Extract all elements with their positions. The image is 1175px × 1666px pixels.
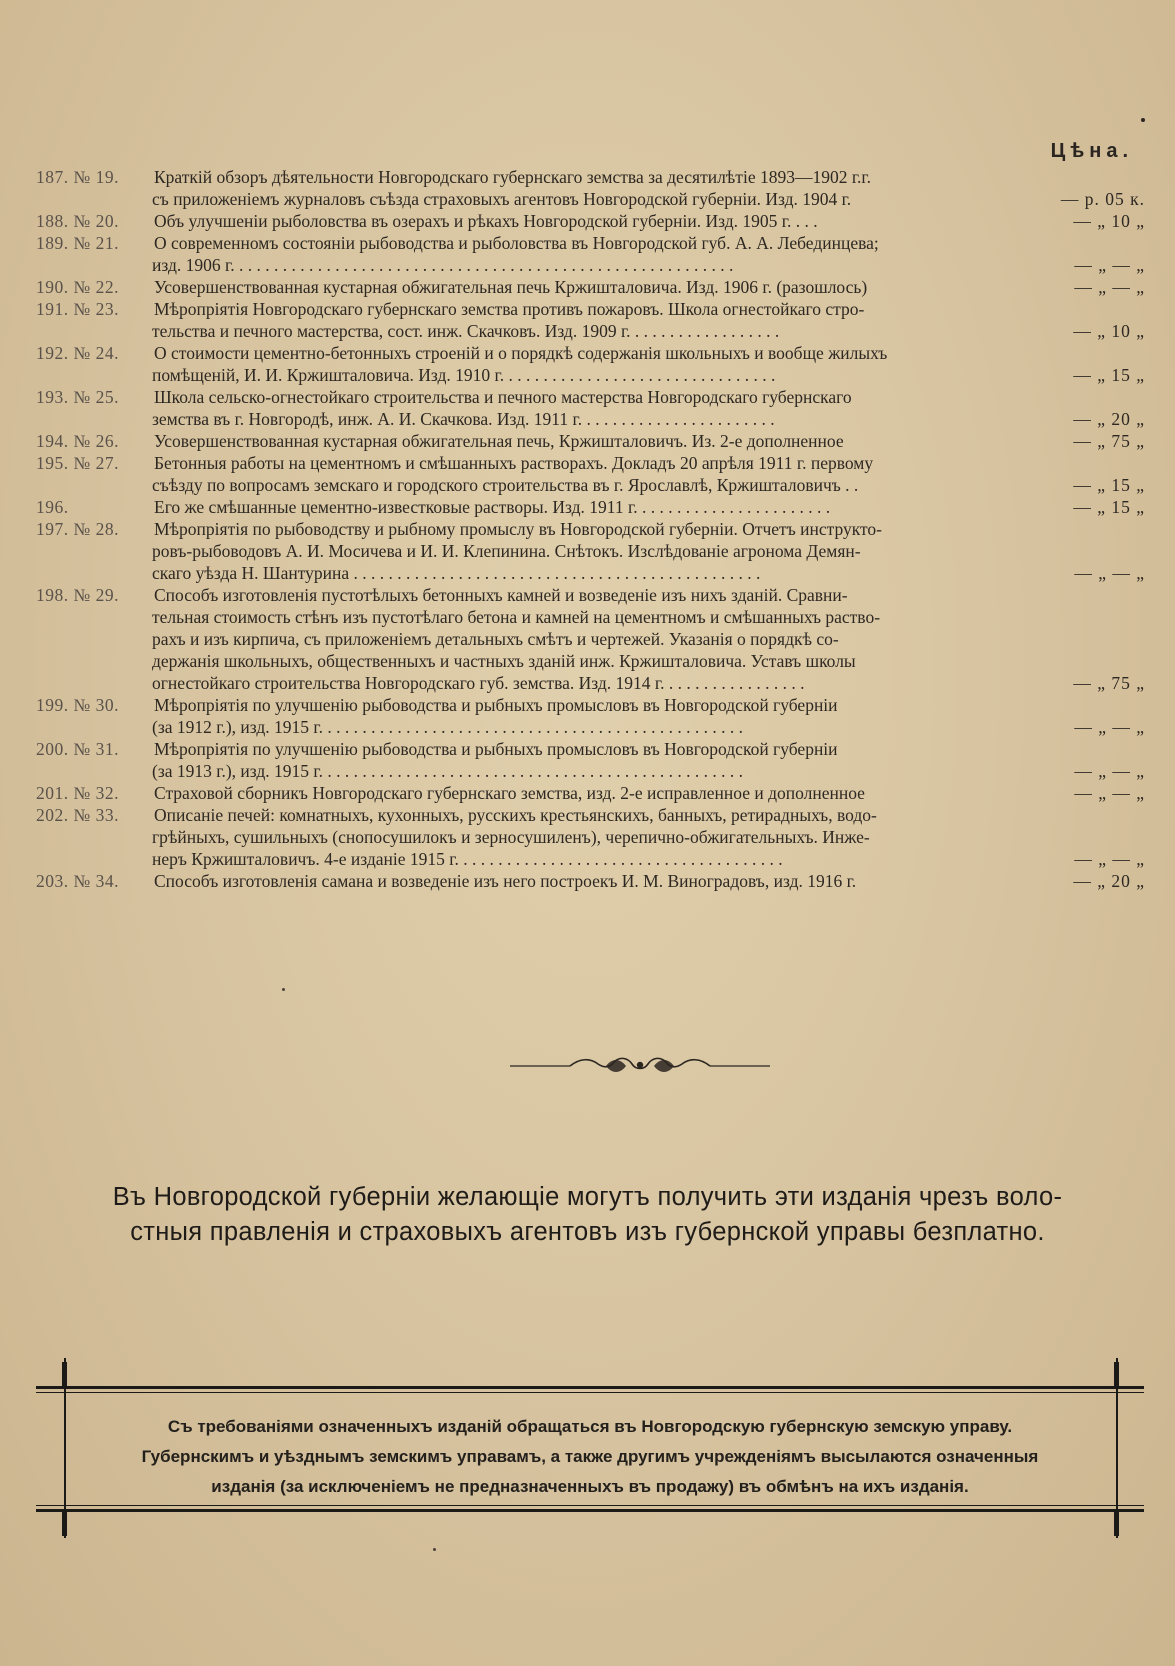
entry-price: — „ 20 „ bbox=[1073, 871, 1145, 891]
entry-price: — „ — „ bbox=[1074, 563, 1145, 583]
entry-title: огнестойкаго строительства Новгородскаго губ. земства. Изд. 1914 г. . . . . . . . . . . . . . . . . bbox=[152, 673, 805, 693]
entry-title: изд. 1906 г. . . . . . . . . . . . . . . . . . . . . . . . . . . . . . . . . . . . . . . . . . . . . . . . . . . . . . . . . . bbox=[152, 255, 734, 275]
entry-title: Усовершенствованная кустарная обжигательная печь Кржишталовича. Изд. 1906 г. (разошлось) bbox=[154, 277, 868, 297]
catalog-entry bbox=[30, 518, 1145, 584]
entry-line bbox=[30, 430, 1145, 452]
entry-title: Краткій обзоръ дѣятельности Новгородскаго губернскаго земства за десятилѣтіе 1893—1902 г.г. bbox=[154, 167, 871, 187]
entry-line bbox=[30, 716, 1145, 738]
ordering-instructions bbox=[60, 1412, 1120, 1502]
entry-title: Школа сельско-огнестойкаго строительства и печного мастерства Новгородскаго губернскаго bbox=[154, 387, 852, 407]
entry-line bbox=[30, 628, 1145, 650]
entry-number: 187. № 19. bbox=[36, 167, 119, 187]
entry-line bbox=[30, 188, 1145, 210]
left-frame-tick bbox=[62, 1512, 67, 1536]
entry-line bbox=[30, 694, 1145, 716]
entry-number: 199. № 30. bbox=[36, 695, 119, 715]
entry-number: 197. № 28. bbox=[36, 519, 119, 539]
entry-line bbox=[30, 342, 1145, 364]
top-rule bbox=[36, 1386, 1144, 1389]
entry-line bbox=[30, 276, 1145, 298]
entry-title: О стоимости цементно-бетонныхъ строеній и о порядкѣ содержанія школьныхъ и вообще жилыхъ bbox=[154, 343, 888, 363]
entry-title: грѣйныхъ, сушильныхъ (снопосушилокъ и зерносушиленъ), черепично-обжигательныхъ. Инже- bbox=[152, 827, 870, 847]
catalog-entry bbox=[30, 452, 1145, 496]
entry-title: Его же смѣшанные цементно-известковые растворы. Изд. 1911 г. . . . . . . . . . . . . . . . . . . . . . . bbox=[154, 497, 831, 517]
catalog-entry bbox=[30, 430, 1145, 452]
entry-price: — „ 75 „ bbox=[1073, 431, 1145, 451]
entry-title: Объ улучшеніи рыболовства въ озерахъ и рѣкахъ Новгородской губерніи. Изд. 1905 г. . . . bbox=[154, 211, 818, 231]
entry-title: помѣщеній, И. И. Кржишталовича. Изд. 1910 г. . . . . . . . . . . . . . . . . . . . . . . . . . . . . . . . bbox=[152, 365, 776, 385]
entry-title: Способъ изготовленія пустотѣлыхъ бетонныхъ камней и возведеніе изъ нихъ зданій. Сравни- bbox=[154, 585, 848, 605]
entry-line bbox=[30, 518, 1145, 540]
entry-title: тельства и печного мастерства, сост. инж. Скачковъ. Изд. 1909 г. . . . . . . . . . . . . . . . . . bbox=[152, 321, 780, 341]
entry-line bbox=[30, 562, 1145, 584]
entry-line bbox=[30, 408, 1145, 430]
catalog-entry bbox=[30, 694, 1145, 738]
entry-line bbox=[30, 848, 1145, 870]
entry-title: съ приложеніемъ журналовъ съѣзда страховыхъ агентовъ Новгородской губерніи. Изд. 1904 г. bbox=[152, 189, 852, 209]
entry-number: 196. bbox=[36, 497, 69, 517]
entry-title: Мѣропріятія по улучшенію рыбоводства и рыбныхъ промысловъ въ Новгородской губерніи bbox=[154, 695, 838, 715]
entry-title: съѣзду по вопросамъ земскаго и городского строительства въ г. Ярославлѣ, Кржишталовичъ . . bbox=[152, 475, 859, 495]
entry-line bbox=[30, 782, 1145, 804]
entry-line bbox=[30, 540, 1145, 562]
entry-price: — „ — „ bbox=[1074, 255, 1145, 275]
catalog-entry bbox=[30, 386, 1145, 430]
entry-title: скаго уѣзда Н. Шантурина . . . . . . . . . . . . . . . . . . . . . . . . . . . . . . . . . . . . . . . . . . . . . . . bbox=[152, 563, 761, 583]
publication-list bbox=[30, 166, 1145, 892]
entry-number: 191. № 23. bbox=[36, 299, 119, 319]
ornament-divider bbox=[510, 1052, 770, 1076]
entry-line bbox=[30, 826, 1145, 848]
entry-title: тельная стоимость стѣнъ изъ пустотѣлаго бетона и камней на цементномъ и смѣшанныхъ раство- bbox=[152, 607, 881, 627]
entry-price: — „ 15 „ bbox=[1073, 475, 1145, 495]
catalog-entry bbox=[30, 276, 1145, 298]
right-frame-tick bbox=[1114, 1512, 1119, 1536]
entry-line bbox=[30, 804, 1145, 826]
entry-price: — „ 15 „ bbox=[1073, 365, 1145, 385]
entry-title: ровъ-рыбоводовъ А. И. Мосичева и И. И. Клепинина. Снѣтокъ. Изслѣдованіе агронома Демян- bbox=[152, 541, 861, 561]
catalog-entry bbox=[30, 738, 1145, 782]
catalog-entry bbox=[30, 210, 1145, 232]
entry-line bbox=[30, 496, 1145, 518]
bottom-rule bbox=[36, 1509, 1144, 1512]
notice-line: Въ Новгородской губерніи желающіе могутъ получить эти изданія чрезъ воло- bbox=[112, 1183, 1063, 1211]
entry-title: держанія школьныхъ, общественныхъ и частныхъ зданій инж. Кржишталовича. Уставъ школы bbox=[152, 651, 856, 671]
speck bbox=[282, 988, 285, 991]
entry-title: (за 1913 г.), изд. 1915 г. . . . . . . . . . . . . . . . . . . . . . . . . . . . . . . . . . . . . . . . . . . . . . . . . bbox=[152, 761, 743, 781]
entry-number: 198. № 29. bbox=[36, 585, 119, 605]
entry-price: — „ — „ bbox=[1074, 277, 1145, 297]
entry-line bbox=[30, 364, 1145, 386]
entry-line bbox=[30, 474, 1145, 496]
entry-price: — „ 20 „ bbox=[1073, 409, 1145, 429]
instruction-line: Съ требованіями означенныхъ изданій обращаться въ Новгородскую губернскую земскую управу. bbox=[167, 1417, 1013, 1436]
entry-title: Мѣропріятія по рыбоводству и рыбному промыслу въ Новгородской губерніи. Отчетъ инструкто- bbox=[154, 519, 883, 539]
entry-line bbox=[30, 452, 1145, 474]
entry-title: Бетонныя работы на цементномъ и смѣшанныхъ растворахъ. Докладъ 20 апрѣля 1911 г. первому bbox=[154, 453, 874, 473]
entry-price: — „ — „ bbox=[1074, 761, 1145, 781]
entry-title: Описаніе печей: комнатныхъ, кухонныхъ, русскихъ крестьянскихъ, банныхъ, ретирадныхъ, водо- bbox=[154, 805, 877, 825]
entry-price: — „ 15 „ bbox=[1073, 497, 1145, 517]
entry-price: — „ — „ bbox=[1074, 717, 1145, 737]
entry-line bbox=[30, 760, 1145, 782]
entry-line bbox=[30, 738, 1145, 760]
entry-line bbox=[30, 320, 1145, 342]
entry-title: Мѣропріятія по улучшенію рыбоводства и рыбныхъ промысловъ въ Новгородской губерніи bbox=[154, 739, 838, 759]
entry-title: (за 1912 г.), изд. 1915 г. . . . . . . . . . . . . . . . . . . . . . . . . . . . . . . . . . . . . . . . . . . . . . . . . bbox=[152, 717, 743, 737]
catalog-entry bbox=[30, 232, 1145, 276]
entry-number: 201. № 32. bbox=[36, 783, 119, 803]
entry-price: — „ — „ bbox=[1074, 849, 1145, 869]
entry-number: 189. № 21. bbox=[36, 233, 119, 253]
instruction-line: изданія (за исключеніемъ не предназначенныхъ въ продажу) въ обмѣнъ на ихъ изданія. bbox=[211, 1477, 969, 1496]
entry-line bbox=[30, 210, 1145, 232]
entry-line bbox=[30, 606, 1145, 628]
entry-number: 194. № 26. bbox=[36, 431, 119, 451]
entry-title: Страховой сборникъ Новгородскаго губернскаго земства, изд. 2-е исправленное и дополненное bbox=[154, 783, 865, 803]
catalog-entry bbox=[30, 496, 1145, 518]
top-rule-thin bbox=[36, 1392, 1144, 1393]
entry-title: О современномъ состояніи рыбоводства и рыболовства въ Новгородской губ. А. А. Лебединцева; bbox=[154, 233, 879, 253]
entry-title: рахъ и изъ кирпича, съ приложеніемъ детальныхъ смѣтъ и чертежей. Указанія о порядкѣ со- bbox=[152, 629, 839, 649]
entry-number: 193. № 25. bbox=[36, 387, 119, 407]
entry-line bbox=[30, 584, 1145, 606]
catalog-entry bbox=[30, 298, 1145, 342]
entry-line bbox=[30, 870, 1145, 892]
entry-line bbox=[30, 254, 1145, 276]
price-column-heading: Цѣна. bbox=[1050, 140, 1133, 162]
entry-title: земства въ г. Новгородѣ, инж. А. И. Скачкова. Изд. 1911 г. . . . . . . . . . . . . . . . . . . . . . . bbox=[152, 409, 775, 429]
entry-number: 203. № 34. bbox=[36, 871, 119, 891]
entry-price: — „ — „ bbox=[1074, 783, 1145, 803]
entry-number: 190. № 22. bbox=[36, 277, 119, 297]
speck bbox=[433, 1548, 436, 1551]
entry-number: 188. № 20. bbox=[36, 211, 119, 231]
right-frame-tick bbox=[1114, 1362, 1119, 1386]
free-distribution-notice bbox=[30, 1180, 1145, 1250]
entry-title: неръ Кржишталовичъ. 4-е изданіе 1915 г. . . . . . . . . . . . . . . . . . . . . . . . . . . . . . . . . . . . . . bbox=[152, 849, 783, 869]
entry-number: 195. № 27. bbox=[36, 453, 119, 473]
catalog-entry bbox=[30, 584, 1145, 694]
entry-number: 192. № 24. bbox=[36, 343, 119, 363]
bottom-rule-thin bbox=[36, 1505, 1144, 1506]
entry-number: 202. № 33. bbox=[36, 805, 119, 825]
catalog-entry bbox=[30, 870, 1145, 892]
left-frame-tick bbox=[62, 1362, 67, 1386]
entry-title: Мѣропріятія Новгородскаго губернскаго земства противъ пожаровъ. Школа огнестойкаго стро- bbox=[154, 299, 865, 319]
entry-price: — „ 10 „ bbox=[1073, 211, 1145, 231]
entry-line bbox=[30, 298, 1145, 320]
entry-line bbox=[30, 232, 1145, 254]
catalog-entry bbox=[30, 342, 1145, 386]
entry-title: Усовершенствованная кустарная обжигательная печь, Кржишталовичъ. Из. 2-е дополненное bbox=[154, 431, 844, 451]
catalog-entry bbox=[30, 166, 1145, 210]
entry-price: — „ 10 „ bbox=[1073, 321, 1145, 341]
entry-line bbox=[30, 672, 1145, 694]
entry-price: — „ 75 „ bbox=[1073, 673, 1145, 693]
notice-line: стныя правленія и страховыхъ агентовъ изъ губернской управы безплатно. bbox=[130, 1218, 1045, 1246]
speck bbox=[1141, 118, 1145, 122]
entry-line bbox=[30, 650, 1145, 672]
catalog-entry bbox=[30, 782, 1145, 804]
instruction-line: Губернскимъ и уѣзднымъ земскимъ управамъ, а также другимъ учрежденіямъ высылаются означенныя bbox=[141, 1447, 1039, 1466]
entry-number: 200. № 31. bbox=[36, 739, 119, 759]
catalog-entry bbox=[30, 804, 1145, 870]
entry-price: — р. 05 к. bbox=[1060, 189, 1145, 209]
entry-line bbox=[30, 166, 1145, 188]
entry-line bbox=[30, 386, 1145, 408]
entry-title: Способъ изготовленія самана и возведеніе изъ него построекъ И. М. Виноградовъ, изд. 1916 г. bbox=[154, 871, 857, 891]
